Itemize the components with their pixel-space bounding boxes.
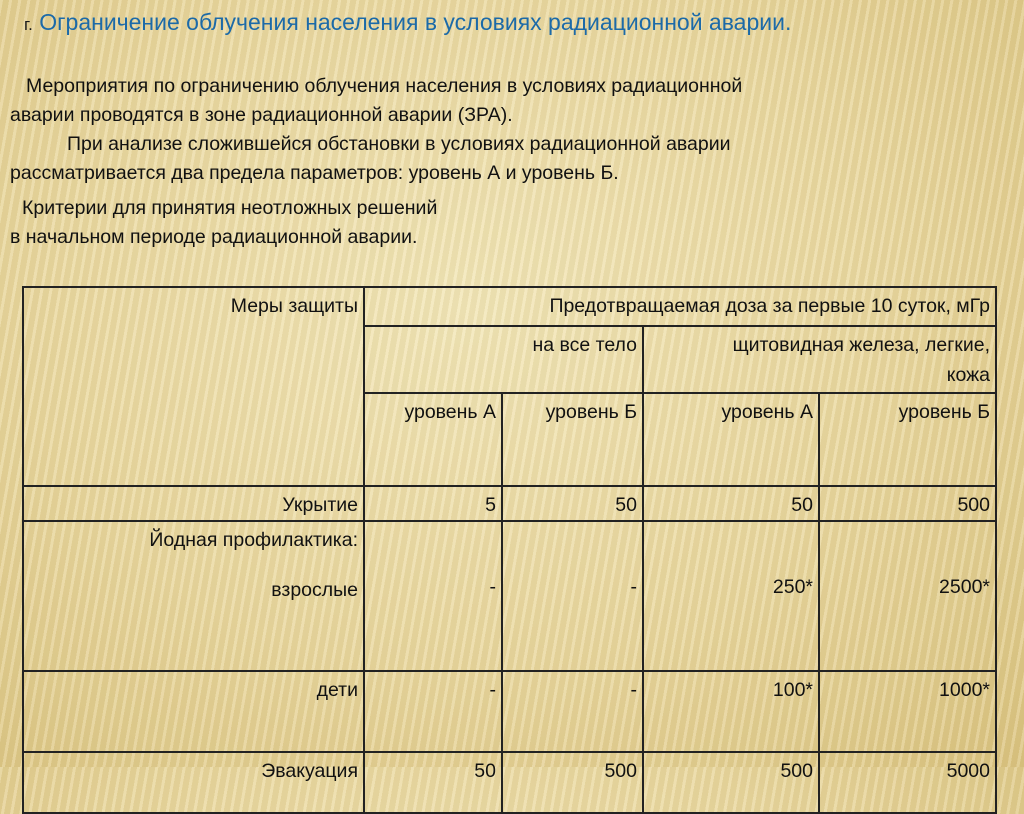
intro-p1-line1: Мероприятия по ограничению облучения населения в условиях радиационной	[26, 75, 743, 97]
intro-p2-line1: При анализе сложившейся обстановки в условиях радиационной аварии	[67, 133, 731, 155]
cell-iodine-org-a: 250*	[643, 521, 819, 671]
row-label-evakuaciya: Эвакуация	[23, 752, 364, 813]
table-row	[23, 671, 996, 752]
header-dose: Предотвращаемая доза за первые 10 суток, мГр	[364, 287, 996, 326]
iodine-label: Йодная профилактика:	[149, 529, 358, 551]
header-group-organs-line2: кожа	[946, 364, 990, 386]
row-label-iodine	[23, 521, 364, 671]
intro-paragraph-1	[10, 72, 1010, 130]
cell-children-body-a: -	[364, 671, 502, 752]
header-body-level-a: уровень А	[364, 393, 502, 486]
cell-evakuaciya-org-b: 5000	[819, 752, 996, 813]
iodine-adults-label: взрослые	[271, 579, 358, 601]
cell-children-body-b: -	[502, 671, 643, 752]
cell-evakuaciya-body-a: 50	[364, 752, 502, 813]
cell-evakuaciya-body-b: 500	[502, 752, 643, 813]
table-row	[23, 486, 996, 521]
cell-ukrytie-org-a: 50	[643, 486, 819, 521]
row-label-children: дети	[23, 671, 364, 752]
intro-paragraph-3	[10, 194, 1010, 252]
intro-p3-line1: Критерии для принятия неотложных решений	[22, 197, 438, 219]
title-prefix: г.	[24, 15, 33, 34]
intro-paragraph-2	[10, 130, 1010, 188]
intro-p3-line2: в начальном периоде радиационной аварии.	[10, 226, 418, 248]
header-measures: Меры защиты	[23, 287, 364, 486]
table-row	[23, 752, 996, 813]
title-text: Ограничение облучения населения в условиях радиационной аварии.	[39, 9, 792, 35]
table-header-row	[23, 287, 996, 326]
cell-children-org-a: 100*	[643, 671, 819, 752]
header-organs-level-a: уровень А	[643, 393, 819, 486]
header-group-organs	[643, 326, 996, 393]
intro-p1-line2: аварии проводятся в зоне радиационной аварии (ЗРА).	[10, 104, 513, 126]
header-group-body: на все тело	[364, 326, 643, 393]
cell-ukrytie-body-a: 5	[364, 486, 502, 521]
intro-p2-line2: рассматривается два предела параметров: уровень А и уровень Б.	[10, 162, 619, 184]
cell-iodine-body-b: -	[502, 521, 643, 671]
row-label-ukrytie: Укрытие	[23, 486, 364, 521]
slide-title	[24, 8, 1014, 39]
cell-ukrytie-org-b: 500	[819, 486, 996, 521]
cell-ukrytie-body-b: 50	[502, 486, 643, 521]
header-organs-level-b: уровень Б	[819, 393, 996, 486]
cell-evakuaciya-org-a: 500	[643, 752, 819, 813]
header-group-organs-line1: щитовидная железа, легкие,	[732, 334, 990, 356]
cell-children-org-b: 1000*	[819, 671, 996, 752]
cell-iodine-org-b: 2500*	[819, 521, 996, 671]
header-body-level-b: уровень Б	[502, 393, 643, 486]
table-row	[23, 521, 996, 671]
dose-criteria-table	[22, 286, 997, 814]
cell-iodine-body-a: -	[364, 521, 502, 671]
